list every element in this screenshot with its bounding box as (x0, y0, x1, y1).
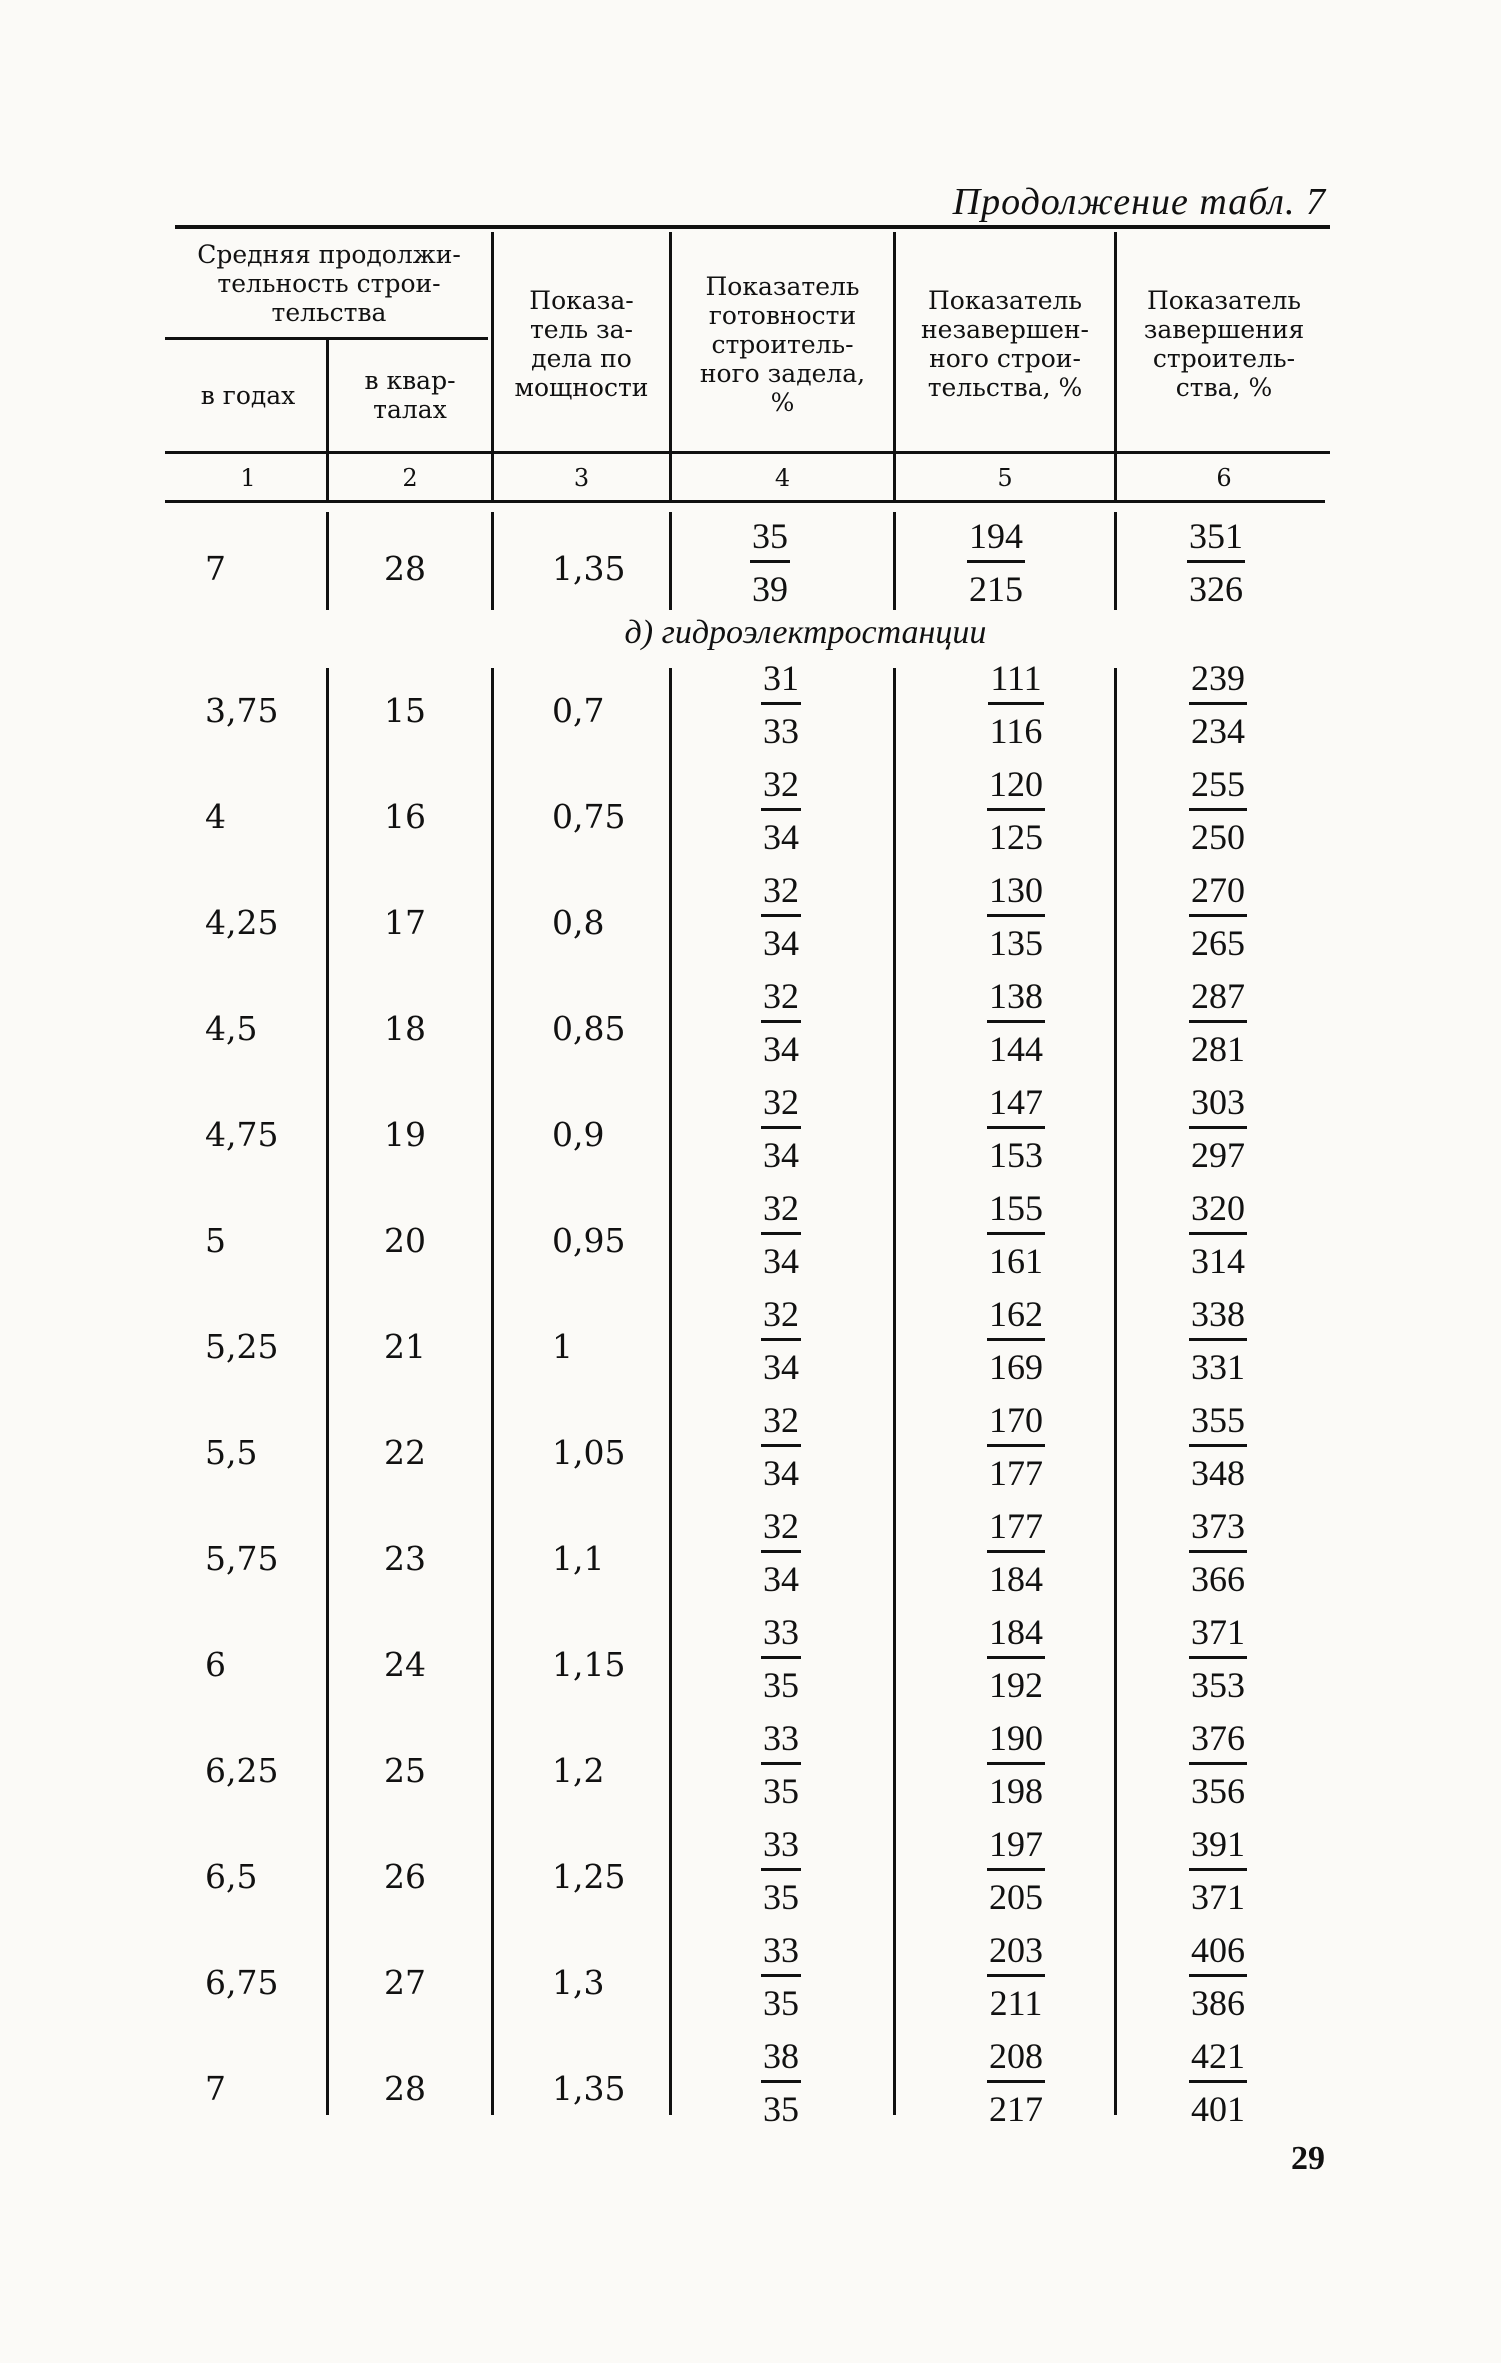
row-completion (1163, 1080, 1273, 1177)
row-capacity: 0,8 (552, 902, 605, 942)
column-number: 6 (1216, 464, 1232, 492)
row-quarters: 22 (384, 1432, 426, 1472)
row-capacity: 1,35 (552, 2068, 626, 2108)
fraction-numerator: 373 (1189, 1504, 1247, 1553)
fraction-denominator: 169 (989, 1347, 1043, 1387)
header-group-duration (170, 232, 488, 334)
fraction-denominator: 211 (989, 1983, 1043, 2023)
header-unfinished (897, 240, 1113, 448)
row-ready (726, 1610, 836, 1707)
fraction-denominator: 215 (969, 569, 1023, 609)
fraction-numerator: 138 (987, 974, 1045, 1023)
row-ready (726, 1398, 836, 1495)
row-quarters: 19 (384, 1114, 426, 1154)
header-line: готовности (708, 300, 857, 330)
header-line: ного строи- (929, 344, 1081, 373)
column-number: 5 (997, 464, 1013, 492)
row-quarters: 17 (384, 902, 426, 942)
fraction-denominator: 217 (989, 2089, 1043, 2129)
fraction-denominator: 125 (989, 817, 1043, 857)
fraction-numerator: 287 (1189, 974, 1247, 1023)
fraction-numerator: 32 (761, 1080, 801, 1129)
fraction-numerator: 190 (987, 1716, 1045, 1765)
fraction-denominator: 366 (1191, 1559, 1245, 1599)
fraction-denominator: 356 (1191, 1771, 1245, 1811)
fraction-numerator: 32 (761, 1186, 801, 1235)
row-ready (726, 2034, 836, 2131)
row-completion (1163, 1822, 1273, 1919)
row-years: 6,5 (205, 1856, 258, 1896)
row-unfinished (961, 1504, 1071, 1601)
row-ready (726, 656, 836, 753)
fraction-denominator: 326 (1189, 569, 1243, 609)
fraction-denominator: 116 (989, 711, 1043, 751)
fraction-numerator: 32 (761, 1398, 801, 1447)
fraction-numerator: 35 (750, 514, 790, 563)
top-row-ready (710, 514, 830, 611)
row-quarters: 28 (384, 2068, 426, 2108)
fraction-denominator: 34 (763, 1559, 799, 1599)
row-unfinished (961, 1822, 1071, 1919)
fraction-numerator: 32 (761, 1504, 801, 1553)
fraction-numerator: 376 (1189, 1716, 1247, 1765)
header-line: в годах (200, 380, 296, 410)
row-quarters: 23 (384, 1538, 426, 1578)
column-number: 1 (240, 464, 256, 492)
row-years: 6 (205, 1644, 226, 1684)
fraction-numerator: 391 (1189, 1822, 1247, 1871)
row-years: 3,75 (205, 690, 279, 730)
body-divider-4 (893, 668, 896, 2115)
row-ready (726, 974, 836, 1071)
fraction-numerator: 303 (1189, 1080, 1247, 1129)
fraction-numerator: 255 (1189, 762, 1247, 811)
fraction-denominator: 250 (1191, 817, 1245, 857)
fraction-denominator: 34 (763, 1241, 799, 1281)
row-capacity: 1,3 (552, 1962, 605, 2002)
fraction-denominator: 297 (1191, 1135, 1245, 1175)
fraction-denominator: 34 (763, 1347, 799, 1387)
row-years: 7 (205, 2068, 226, 2108)
header-divider-3 (669, 232, 672, 500)
fraction-numerator: 33 (761, 1822, 801, 1871)
row-years: 6,75 (205, 1962, 279, 2002)
row-unfinished (961, 656, 1071, 753)
column-number: 3 (573, 464, 590, 492)
row-quarters: 26 (384, 1856, 426, 1896)
fraction-numerator: 177 (987, 1504, 1045, 1553)
row-years: 4,5 (205, 1008, 258, 1048)
table-caption: Продолжение табл. 7 (952, 181, 1326, 223)
row-completion (1163, 1398, 1273, 1495)
row-capacity: 1 (552, 1326, 573, 1366)
row-capacity: 1,1 (552, 1538, 605, 1578)
row-years: 4,75 (205, 1114, 279, 1154)
header-line: строитель- (711, 329, 854, 359)
row-ready (726, 1716, 836, 1813)
row-years: 5,75 (205, 1538, 279, 1578)
fraction-denominator: 34 (763, 1029, 799, 1069)
fraction-denominator: 34 (763, 923, 799, 963)
row-completion (1163, 1186, 1273, 1283)
header-bottom-rule (165, 451, 1330, 454)
top-row-divider (669, 512, 672, 610)
row-unfinished (961, 762, 1071, 859)
row-unfinished (961, 2034, 1071, 2131)
row-completion (1163, 2034, 1273, 2131)
row-completion (1163, 974, 1273, 1071)
fraction-numerator: 371 (1189, 1610, 1247, 1659)
fraction-numerator: 33 (761, 1716, 801, 1765)
fraction-denominator: 35 (763, 1983, 799, 2023)
body-divider-5 (1114, 668, 1117, 2115)
header-line: Показатель (927, 286, 1083, 315)
header-line: дела по (531, 344, 632, 373)
row-completion (1163, 762, 1273, 859)
body-divider-3 (669, 668, 672, 2115)
fraction-denominator: 39 (752, 569, 788, 609)
fraction-numerator: 170 (987, 1398, 1045, 1447)
fraction-denominator: 153 (989, 1135, 1043, 1175)
fraction-denominator: 144 (989, 1029, 1043, 1069)
row-ready (726, 868, 836, 965)
row-capacity: 0,7 (552, 690, 605, 730)
fraction-numerator: 351 (1187, 514, 1245, 563)
row-quarters: 27 (384, 1962, 426, 2002)
row-capacity: 0,95 (552, 1220, 626, 1260)
header-line: тельность строи- (217, 268, 441, 298)
fraction-numerator: 406 (1189, 1928, 1247, 1977)
section-title: д) гидроэлектростанции (624, 614, 987, 651)
row-unfinished (961, 1292, 1071, 1389)
fraction-denominator: 281 (1191, 1029, 1245, 1069)
row-ready (726, 1928, 836, 2025)
header-line: в квар- (364, 366, 456, 395)
fraction-numerator: 320 (1189, 1186, 1247, 1235)
header-line: завершения (1143, 315, 1305, 344)
row-capacity: 1,05 (552, 1432, 626, 1472)
header-line: строитель- (1152, 344, 1296, 373)
fraction-denominator: 371 (1191, 1877, 1245, 1917)
body-divider-1 (326, 668, 329, 2115)
row-capacity: 1,15 (552, 1644, 626, 1684)
header-line: Показатель (705, 271, 860, 301)
header-line: мощности (514, 373, 649, 402)
row-completion (1163, 1716, 1273, 1813)
row-years: 5,5 (205, 1432, 258, 1472)
fraction-numerator: 239 (1189, 656, 1247, 705)
header-line: тельства (271, 297, 387, 327)
column-number: 2 (402, 464, 418, 492)
fraction-denominator: 135 (989, 923, 1043, 963)
row-capacity: 0,75 (552, 796, 626, 836)
fraction-denominator: 34 (763, 1135, 799, 1175)
row-completion (1163, 656, 1273, 753)
fraction-numerator: 32 (761, 1292, 801, 1341)
row-quarters: 18 (384, 1008, 426, 1048)
top-row-years: 7 (205, 548, 226, 588)
row-years: 5 (205, 1220, 226, 1260)
fraction-numerator: 120 (987, 762, 1045, 811)
row-unfinished (961, 1716, 1071, 1813)
header-quarters (330, 342, 490, 448)
fraction-numerator: 270 (1189, 868, 1247, 917)
header-divider-5 (1114, 232, 1117, 500)
header-completion (1118, 240, 1330, 448)
fraction-denominator: 192 (989, 1665, 1043, 1705)
fraction-numerator: 147 (987, 1080, 1045, 1129)
fraction-denominator: 35 (763, 1771, 799, 1811)
row-completion (1163, 1610, 1273, 1707)
fraction-denominator: 184 (989, 1559, 1043, 1599)
header-line: талах (373, 395, 447, 424)
fraction-denominator: 401 (1191, 2089, 1245, 2129)
row-quarters: 16 (384, 796, 426, 836)
header-line: Показатель (1146, 286, 1302, 315)
header-line: % (770, 387, 795, 417)
row-quarters: 25 (384, 1750, 426, 1790)
row-ready (726, 1822, 836, 1919)
row-unfinished (961, 1398, 1071, 1495)
fraction-denominator: 314 (1191, 1241, 1245, 1281)
row-completion (1163, 868, 1273, 965)
fraction-denominator: 35 (763, 2089, 799, 2129)
fraction-numerator: 32 (761, 868, 801, 917)
row-unfinished (961, 1186, 1071, 1283)
header-line: тель за- (529, 315, 634, 344)
fraction-denominator: 386 (1191, 1983, 1245, 2023)
row-unfinished (961, 1080, 1071, 1177)
column-number: 4 (774, 464, 791, 492)
fraction-numerator: 194 (967, 514, 1025, 563)
header-line: Средняя продолжи- (197, 239, 461, 269)
fraction-denominator: 353 (1191, 1665, 1245, 1705)
fraction-numerator: 33 (761, 1610, 801, 1659)
row-ready (726, 1186, 836, 1283)
header-line: тельства, % (927, 373, 1083, 402)
row-unfinished (961, 868, 1071, 965)
header-divider-4 (893, 232, 896, 500)
top-row-quarters: 28 (384, 548, 426, 588)
fraction-numerator: 111 (988, 656, 1043, 705)
row-quarters: 24 (384, 1644, 426, 1684)
fraction-denominator: 177 (989, 1453, 1043, 1493)
row-years: 5,25 (205, 1326, 279, 1366)
row-capacity: 0,9 (552, 1114, 605, 1154)
fraction-numerator: 31 (761, 656, 801, 705)
fraction-numerator: 208 (987, 2034, 1045, 2083)
header-divider-1 (326, 340, 329, 500)
fraction-numerator: 203 (987, 1928, 1045, 1977)
fraction-denominator: 161 (989, 1241, 1043, 1281)
fraction-denominator: 331 (1191, 1347, 1245, 1387)
header-divider-2 (491, 232, 494, 500)
page-number: 29 (1291, 2140, 1325, 2177)
row-quarters: 15 (384, 690, 426, 730)
header-capacity-reserve (495, 240, 668, 448)
header-readiness (673, 240, 892, 448)
header-line: незавершен- (920, 315, 1090, 344)
fraction-denominator: 33 (763, 711, 799, 751)
fraction-numerator: 130 (987, 868, 1045, 917)
row-years: 4 (205, 796, 226, 836)
body-divider-2 (491, 668, 494, 2115)
fraction-numerator: 155 (987, 1186, 1045, 1235)
fraction-denominator: 265 (1191, 923, 1245, 963)
fraction-denominator: 348 (1191, 1453, 1245, 1493)
top-row-unfinished (936, 514, 1056, 611)
fraction-numerator: 32 (761, 762, 801, 811)
top-row-divider (1114, 512, 1117, 610)
fraction-numerator: 162 (987, 1292, 1045, 1341)
top-row-divider (491, 512, 494, 610)
fraction-numerator: 32 (761, 974, 801, 1023)
row-capacity: 1,2 (552, 1750, 605, 1790)
top-row-completion (1156, 514, 1276, 611)
fraction-numerator: 355 (1189, 1398, 1247, 1447)
fraction-denominator: 35 (763, 1877, 799, 1917)
row-completion (1163, 1928, 1273, 2025)
row-ready (726, 1080, 836, 1177)
column-number-rule (165, 500, 1325, 503)
row-ready (726, 1504, 836, 1601)
row-unfinished (961, 1928, 1071, 2025)
fraction-denominator: 205 (989, 1877, 1043, 1917)
row-completion (1163, 1504, 1273, 1601)
fraction-denominator: 35 (763, 1665, 799, 1705)
fraction-numerator: 33 (761, 1928, 801, 1977)
row-years: 4,25 (205, 902, 279, 942)
row-ready (726, 762, 836, 859)
top-row-divider (893, 512, 896, 610)
fraction-numerator: 338 (1189, 1292, 1247, 1341)
header-line: ства, % (1175, 373, 1273, 402)
top-row-divider (326, 512, 329, 610)
fraction-denominator: 234 (1191, 711, 1245, 751)
header-years (170, 342, 326, 448)
fraction-numerator: 421 (1189, 2034, 1247, 2083)
row-ready (726, 1292, 836, 1389)
fraction-denominator: 34 (763, 1453, 799, 1493)
header-line: ного задела, (699, 358, 866, 388)
fraction-denominator: 198 (989, 1771, 1043, 1811)
row-quarters: 20 (384, 1220, 426, 1260)
row-completion (1163, 1292, 1273, 1389)
row-capacity: 1,25 (552, 1856, 626, 1896)
row-capacity: 0,85 (552, 1008, 626, 1048)
fraction-numerator: 197 (987, 1822, 1045, 1871)
fraction-denominator: 34 (763, 817, 799, 857)
fraction-numerator: 38 (761, 2034, 801, 2083)
row-years: 6,25 (205, 1750, 279, 1790)
top-row-capacity: 1,35 (552, 548, 626, 588)
row-quarters: 21 (384, 1326, 426, 1366)
row-unfinished (961, 974, 1071, 1071)
table-top-rule (175, 225, 1330, 229)
header-line: Показа- (529, 286, 634, 315)
row-unfinished (961, 1610, 1071, 1707)
fraction-numerator: 184 (987, 1610, 1045, 1659)
